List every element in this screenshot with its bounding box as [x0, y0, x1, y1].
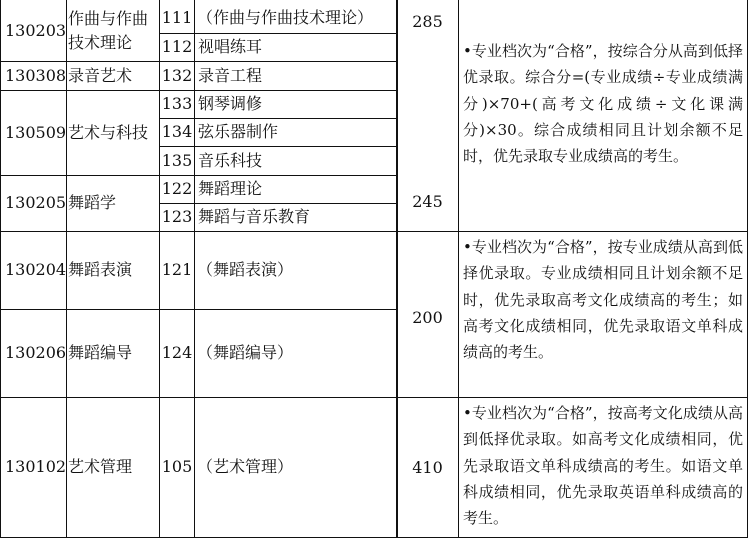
admission-rule: •专业档次为“合格”，按综合分从高到低择优录取。综合分=(专业成绩÷专业成绩满分)×70+(高考文化成绩÷文化课满分)×30。综合成绩相同且计划余额不足时，优先录取专业成绩高的考生。 — [463, 42, 743, 166]
major-code: 130205 — [5, 193, 67, 212]
major-code: 130102 — [5, 457, 67, 476]
direction-name: （舞蹈编导） — [197, 343, 294, 362]
direction-code: 133 — [161, 94, 193, 113]
direction-code: 123 — [161, 207, 193, 226]
direction-code: 135 — [161, 150, 193, 170]
major-name: 舞蹈编导 — [68, 343, 133, 362]
direction-code: 134 — [161, 122, 193, 141]
column-divider — [458, 0, 459, 538]
major-code: 130509 — [5, 122, 67, 142]
min-score: 245 — [412, 192, 443, 211]
major-code: 130203 — [5, 20, 67, 40]
direction-code: 124 — [161, 343, 193, 362]
column-divider — [66, 0, 67, 538]
major-name-line: 作曲与作曲 — [68, 8, 149, 28]
direction-name: （艺术管理） — [197, 457, 294, 476]
major-name-line: 技术理论 — [68, 32, 133, 52]
direction-name: 舞蹈理论 — [198, 179, 263, 198]
major-name: 舞蹈表演 — [68, 260, 133, 279]
admission-rule: •专业档次为“合格”，按专业成绩从高到低择优录取。专业成绩相同且计划余额不足时，优先录取高考文化成绩高的考生；如高考文化成绩相同，优先录取语文单科成绩高的考生。 — [463, 238, 743, 362]
direction-name: 录音工程 — [198, 65, 263, 85]
major-name — [68, 0, 158, 61]
admission-rule: •专业档次为“合格”，按高考文化成绩从高到低择优录取。如高考文化成绩相同，优先录取语文单科成绩高的考生。如语文单科成绩相同，优先录取英语单科成绩高的考生。 — [463, 404, 743, 528]
direction-name: 视唱练耳 — [198, 37, 263, 56]
table-border-left — [0, 0, 1, 538]
major-name: 录音艺术 — [68, 65, 133, 85]
major-code: 130308 — [5, 65, 67, 85]
direction-name: 舞蹈与音乐教育 — [198, 207, 311, 226]
column-divider — [194, 0, 195, 538]
direction-code: 121 — [161, 260, 193, 279]
direction-name: 弦乐器制作 — [198, 122, 279, 141]
direction-name: （舞蹈表演） — [197, 260, 294, 279]
major-code: 130204 — [5, 260, 67, 279]
major-name: 舞蹈学 — [68, 193, 117, 212]
direction-name: （作曲与作曲技术理论） — [197, 8, 374, 27]
major-name: 艺术管理 — [68, 457, 133, 476]
direction-code: 132 — [161, 65, 193, 85]
min-score: 200 — [412, 308, 443, 327]
direction-code: 105 — [161, 457, 193, 476]
min-score: 285 — [412, 12, 443, 31]
major-name: 艺术与科技 — [68, 122, 149, 142]
direction-code: 122 — [161, 179, 193, 198]
direction-name: 钢琴调修 — [198, 94, 263, 113]
direction-code: 111 — [161, 8, 193, 27]
direction-name: 音乐科技 — [198, 150, 263, 170]
major-code: 130206 — [5, 343, 67, 362]
min-score: 410 — [412, 458, 443, 477]
direction-code: 112 — [161, 37, 193, 56]
